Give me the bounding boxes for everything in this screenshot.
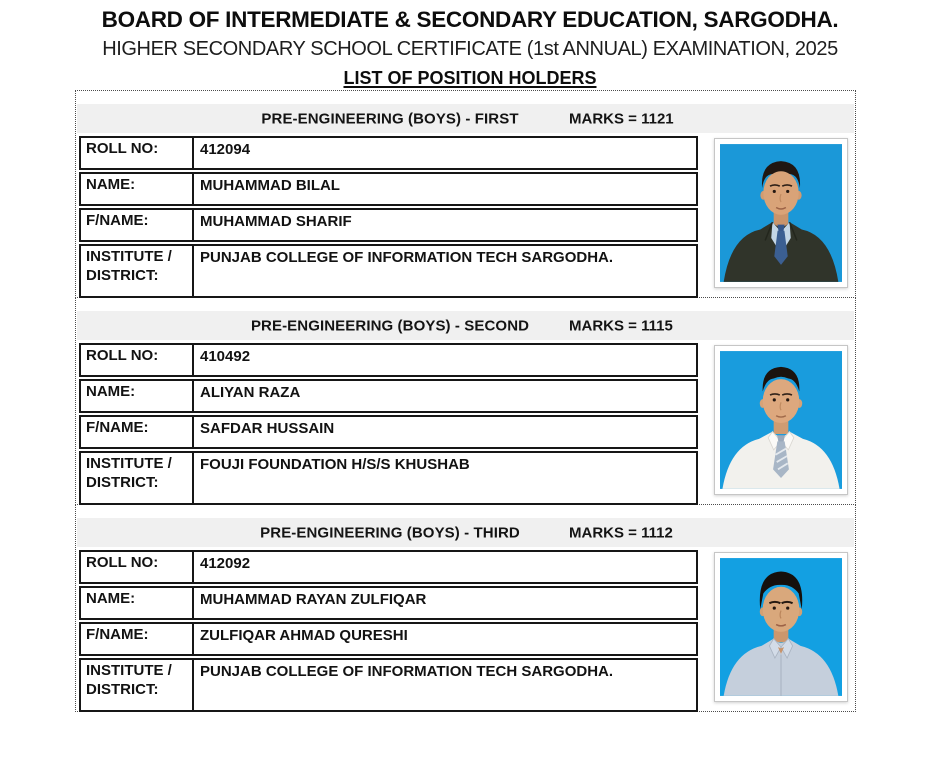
table-row-roll-no	[79, 343, 698, 377]
table-row-institute	[79, 244, 698, 298]
student-photo	[714, 552, 848, 702]
position-section-second	[75, 297, 856, 505]
institute-label: INSTITUTE / DISTRICT:	[81, 660, 194, 710]
portrait-image	[720, 558, 842, 696]
position-section-third	[75, 504, 856, 712]
name-value: MUHAMMAD RAYAN ZULFIQAR	[200, 591, 427, 608]
position-table	[79, 550, 698, 712]
name-label: NAME:	[81, 381, 194, 411]
table-row-institute	[79, 658, 698, 712]
table-row-roll-no	[79, 550, 698, 584]
board-title: BOARD OF INTERMEDIATE & SECONDARY EDUCATION, SARGODHA.	[101, 7, 839, 32]
section-content	[77, 343, 854, 505]
group-title: PRE-ENGINEERING (BOYS) - FIRST	[261, 110, 519, 127]
section-content	[77, 550, 854, 712]
institute-label: INSTITUTE / DISTRICT:	[81, 246, 194, 296]
table-row-father-name	[79, 208, 698, 242]
group-title: PRE-ENGINEERING (BOYS) - THIRD	[260, 524, 520, 541]
roll-no-label: ROLL NO:	[81, 345, 194, 375]
institute-value: PUNJAB COLLEGE OF INFORMATION TECH SARGODHA.	[200, 249, 614, 266]
father-name-label: F/NAME:	[81, 624, 194, 654]
sections-container	[75, 90, 856, 712]
father-name-value: MUHAMMAD SHARIF	[200, 213, 352, 230]
marks-label: MARKS = 1121	[569, 110, 674, 127]
father-name-value: ZULFIQAR AHMAD QURESHI	[200, 627, 408, 644]
institute-value: FOUJI FOUNDATION H/S/S KHUSHAB	[200, 456, 470, 473]
portrait-image	[720, 351, 842, 489]
table-row-institute	[79, 451, 698, 505]
name-value: MUHAMMAD BILAL	[200, 177, 340, 194]
name-label: NAME:	[81, 174, 194, 204]
father-name-value: SAFDAR HUSSAIN	[200, 420, 335, 437]
position-table	[79, 136, 698, 298]
roll-no-value: 410492	[200, 348, 251, 365]
table-row-father-name	[79, 415, 698, 449]
father-name-label: F/NAME:	[81, 210, 194, 240]
list-heading: LIST OF POSITION HOLDERS	[343, 67, 597, 88]
roll-no-label: ROLL NO:	[81, 138, 194, 168]
roll-no-label: ROLL NO:	[81, 552, 194, 582]
marks-label: MARKS = 1115	[569, 317, 673, 334]
student-photo	[714, 345, 848, 495]
portrait-image	[720, 144, 842, 282]
document-header	[0, 0, 940, 89]
position-table	[79, 343, 698, 505]
name-value: ALIYAN RAZA	[200, 384, 301, 401]
father-name-label: F/NAME:	[81, 417, 194, 447]
section-content	[77, 136, 854, 298]
table-row-name	[79, 586, 698, 620]
marks-label: MARKS = 1112	[569, 524, 673, 541]
table-row-father-name	[79, 622, 698, 656]
group-header-band	[77, 518, 854, 547]
roll-no-value: 412092	[200, 555, 251, 572]
exam-title: HIGHER SECONDARY SCHOOL CERTIFICATE (1st ANNUAL) EXAMINATION, 2025	[102, 37, 838, 60]
table-row-name	[79, 172, 698, 206]
group-header-band	[77, 104, 854, 133]
student-photo	[714, 138, 848, 288]
roll-no-value: 412094	[200, 141, 251, 158]
group-header-band	[77, 311, 854, 340]
institute-value: PUNJAB COLLEGE OF INFORMATION TECH SARGODHA.	[200, 663, 614, 680]
institute-label: INSTITUTE / DISTRICT:	[81, 453, 194, 503]
position-section-first	[75, 90, 856, 298]
name-label: NAME:	[81, 588, 194, 618]
table-row-name	[79, 379, 698, 413]
table-row-roll-no	[79, 136, 698, 170]
group-title: PRE-ENGINEERING (BOYS) - SECOND	[250, 317, 530, 334]
